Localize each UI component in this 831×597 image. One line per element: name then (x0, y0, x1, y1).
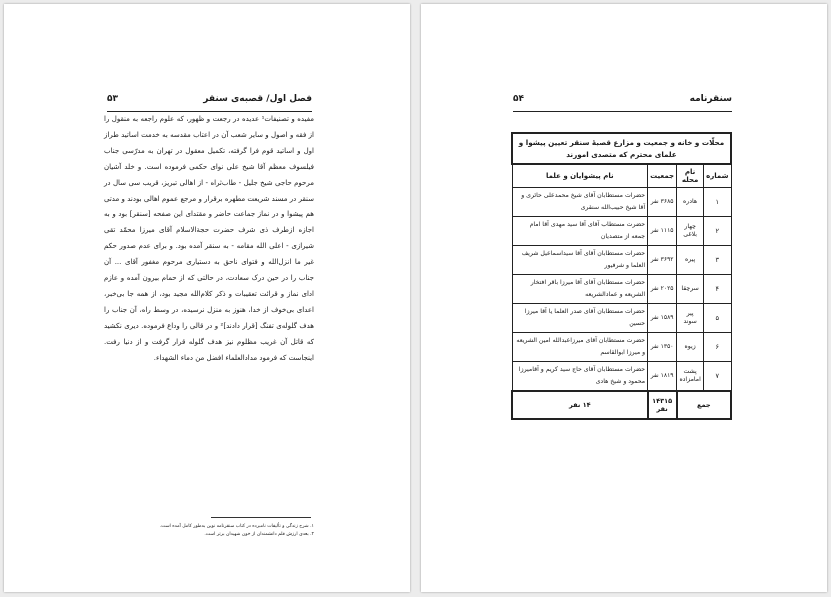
row-population: ۲۰۲۵ نفر (648, 275, 677, 304)
row-number: ۱ (704, 188, 731, 217)
body-paragraph: مفیده و تصنیفات¹ عدیده در رجعت و ظهور، که علوم راجعه به منقول را از فقه و اصول و سایر شعب آن در اعتاب مقدسه به خدمت اساتید طراز اول و اساتید قوم فرا گرفته، تکمیل معقول در تهران به مدرّسی جناب فیلسوف معظم آقا شیخ علی نوای حکمی فرموده است. و خلد آشیان مرحوم حاجی شیخ جلیل - طاب‌ثراه - از اهالی تبریز، قریب سی سال در سنقر در مسند شریعت مطهره برقرار و مرجع عموم اهالی بودند و مدتی هم پیشوا و در نماز جماعت حاضر و مقتدای این صفحه [سنقر] بود و به اجازه ازطرف ذی شرف حضرت حجةالاسلام آقای میرزا محمّد تقی شیرازی - اعلی الله مقامه - به سنقر آمده بود. و برای عدم صدور حکم غیر ما انزل‌الله و فتوای ناحق به دستیاری مرحوم مغفور آقای ... آن جناب را در حین درک سعادت، در حالتی که از حمام بیرون آمده و عازم ادای نماز و قرائت تعقیبات و ذکر کلام‌الله مجید بود، از همه جا بی‌خبر، اعدای بی‌خوف از خدا، هنوز به منزل نرسیده، در وسط راه، آن جناب را هدف گلوله‌ی تفنگ [قرار دادند]² و در قالی را وداع فرموده. دیری نکشید که قاتل آن غریب مظلوم نیز هدف گلوله قرار گرفت و از دنیا رفت. اینجاست که فرمود مدادالعلماء افضل من دماء الشهداء. (104, 115, 314, 362)
row-number: ۲ (704, 217, 731, 246)
left-page-header (107, 92, 312, 108)
row-place: سرچقا (677, 275, 704, 304)
table-total-row (512, 391, 731, 419)
row-population: ۱۵۸۹ نفر (648, 304, 677, 333)
footnote-2: ۲. بعدی ارزش قلم دانشمندان از خون شهیدان برتر است. (204, 532, 314, 537)
left-page-body (104, 112, 314, 367)
row-number: ۴ (704, 275, 731, 304)
table-row (512, 333, 731, 362)
row-place: پیره (677, 246, 704, 275)
footnote-1: ۱. شرح زندگی و تألیفات نامبرده در کتاب سنقرنامه نوین به‌طور کامل آمده است. (159, 524, 314, 529)
row-population: ۱۱۱۵ نفر (648, 217, 677, 246)
table-row (512, 362, 731, 392)
table-row (512, 188, 731, 217)
row-leaders: حضرات مستطابان آقای آقا سیداسماعیل شریف العلما و شرفیور (512, 246, 648, 275)
row-number: ۶ (704, 333, 731, 362)
header-leaders: نام پیشوایان و علما (512, 164, 648, 188)
right-page (421, 4, 827, 592)
row-population: ۱۸۱۹ نفر (648, 362, 677, 392)
row-place: زیوه (677, 333, 704, 362)
header-number: شماره (704, 164, 731, 188)
footnotes (159, 523, 314, 539)
row-leaders: حضرات مستطابان آقای شیخ محمدعلی حائری و آقا شیخ حبیب‌الله سنقری (512, 188, 648, 217)
table-row (512, 217, 731, 246)
total-label: جمع (677, 391, 731, 419)
row-population: ۱۳۵۰ نفر (648, 333, 677, 362)
right-page-number: ۵۴ (513, 94, 524, 104)
header-population: جمعیت (648, 164, 677, 188)
row-place: پشت امامزاده (677, 362, 704, 392)
row-leaders: حضرات مستطابان آقای آقا میرزا باقر افتخار الشریعه و عمادالشریعه (512, 275, 648, 304)
right-page-header (513, 92, 732, 108)
row-leaders: حضرت مستطاب آقای آقا سید مهدی آقا امام جمعه از متصدیان (512, 217, 648, 246)
header-place: نام محله (677, 164, 704, 188)
left-page-header-title: فصل اول/ قصبه‌ی سنقر (203, 94, 312, 104)
row-population: ۳۶۹۲ نفر (648, 246, 677, 275)
right-header-rule (513, 111, 732, 112)
row-number: ۳ (704, 246, 731, 275)
table-caption: محلّات و خانه و جمعیت و مزارع قصبهٔ سنقر تعیین پیشوا و علمای محترم که متصدی امورند (512, 133, 731, 164)
left-page (4, 4, 410, 592)
table-row (512, 246, 731, 275)
table-row (512, 304, 731, 333)
row-place: هادره (677, 188, 704, 217)
total-population: ۱۴۳۱۵ نفر (648, 391, 677, 419)
row-place: پیر سوند (677, 304, 704, 333)
left-page-number: ۵۳ (107, 94, 118, 104)
row-leaders: حضرت مستطابان آقای میرزاعبدالله امین الشریعه و میرزا ابوالقاسم (512, 333, 648, 362)
row-place: چهار بلاغی (677, 217, 704, 246)
row-number: ۵ (704, 304, 731, 333)
row-number: ۷ (704, 362, 731, 392)
right-page-header-title: سنقرنامه (689, 94, 732, 104)
row-population: ۳۶۸۵ نفر (648, 188, 677, 217)
row-leaders: حضرات مستطابان آقای حاج سید کریم و آقامیرزا محمود و شیخ هادی (512, 362, 648, 392)
row-leaders: حضرات مستطابان آقای صدر العلما یا آقا میرزا حسین (512, 304, 648, 333)
footnote-rule (211, 517, 311, 518)
total-leaders: ۱۴ نفر (512, 391, 648, 419)
neighborhoods-table (511, 132, 732, 420)
table-row (512, 275, 731, 304)
